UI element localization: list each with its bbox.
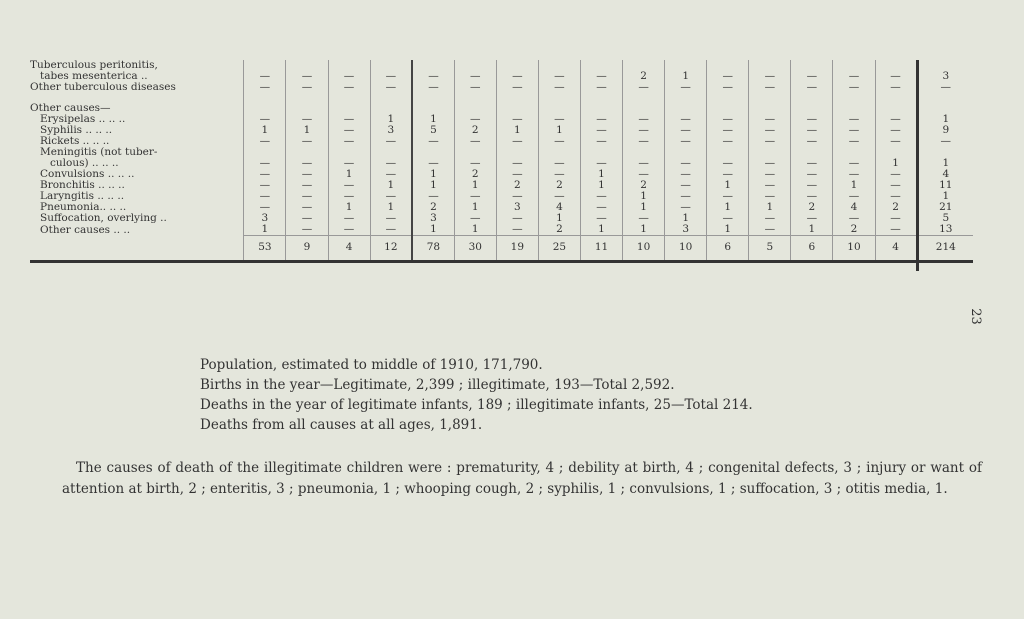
column-total-cell: 4	[875, 236, 917, 262]
table-cell: —	[244, 202, 286, 213]
table-cell: 2	[496, 180, 538, 191]
row-total-cell: —	[917, 136, 973, 147]
row-total-cell: 1	[917, 158, 973, 169]
table-cell: —	[244, 71, 286, 82]
table-cell: 2	[791, 202, 833, 213]
table-cell: —	[454, 136, 496, 147]
table-cell: 1	[244, 125, 286, 136]
table-cell: —	[328, 125, 370, 136]
table-row	[30, 103, 973, 114]
table-cell: —	[412, 158, 454, 169]
rule-cell	[538, 262, 580, 272]
table-cell: —	[791, 169, 833, 180]
table-cell: —	[328, 158, 370, 169]
row-total-cell: —	[917, 82, 973, 93]
table-row	[30, 180, 973, 191]
table-cell: —	[791, 125, 833, 136]
table-cell: —	[538, 191, 580, 202]
table-cell: —	[623, 169, 665, 180]
table-cell	[707, 93, 749, 103]
table-cell: —	[580, 82, 622, 93]
rule-cell	[496, 262, 538, 272]
totals-label-cell	[30, 236, 244, 262]
table-cell: —	[580, 71, 622, 82]
table-cell: 1	[707, 180, 749, 191]
table-cell: 3	[244, 213, 286, 224]
table-cell: —	[328, 191, 370, 202]
table-cell: —	[286, 136, 328, 147]
table-cell: —	[875, 71, 917, 82]
table-cell: —	[454, 213, 496, 224]
table-cell: —	[665, 82, 707, 93]
grand-total-cell: 214	[917, 236, 973, 262]
row-label: tabes mesenterica ..	[40, 70, 148, 82]
table-row	[30, 224, 973, 236]
row-total-cell: 3	[917, 71, 973, 82]
column-total-cell: 12	[370, 236, 412, 262]
table-cell: —	[623, 125, 665, 136]
table-cell: —	[286, 82, 328, 93]
table-cell: —	[370, 71, 412, 82]
births-line: Births in the year—Legitimate, 2,399 ; illegitimate, 193—Total 2,592.	[200, 377, 675, 393]
table-cell: —	[833, 71, 875, 82]
paragraph-text: The causes of death of the illegitimate children were : prematurity, 4 ; debility at birth, 4 ; congenital defects, 3 ; injury or want of attention at birth, 2 ; enteritis, 3 ; pneumonia, 1 ; whooping cough, 2 ; syphilis, 1 ; convulsions, 1 ; suffocation, 3 ; otitis media, 1.	[62, 460, 982, 497]
row-total-cell: 1	[917, 114, 973, 125]
rule-cell	[244, 262, 286, 272]
table-cell: 3	[412, 213, 454, 224]
table-cell: —	[370, 224, 412, 236]
all-deaths-line: Deaths from all causes at all ages, 1,891.	[200, 417, 483, 433]
table-cell: —	[875, 213, 917, 224]
table-cell: 1	[580, 224, 622, 236]
rule-cell	[917, 262, 973, 272]
table-cell: 2	[875, 202, 917, 213]
table-cell: —	[665, 136, 707, 147]
table-cell: —	[328, 82, 370, 93]
table-cell: —	[623, 136, 665, 147]
table-cell: —	[875, 82, 917, 93]
table-cell: —	[580, 125, 622, 136]
row-label: Meningitis (not tuber-	[40, 146, 158, 158]
table-cell: —	[370, 158, 412, 169]
table-cell: 1	[791, 224, 833, 236]
row-label: Other causes .. ..	[40, 223, 131, 236]
rule-cell	[30, 262, 244, 272]
table-cell: —	[286, 224, 328, 236]
column-total-cell: 9	[286, 236, 328, 262]
table-cell: —	[370, 169, 412, 180]
table-body	[30, 60, 973, 271]
table-cell: —	[580, 114, 622, 125]
table-cell: —	[370, 191, 412, 202]
table-cell: —	[665, 191, 707, 202]
row-label: Pneumonia.. .. ..	[40, 201, 127, 213]
table-cell: —	[707, 169, 749, 180]
table-cell: —	[496, 224, 538, 236]
row-label: culous) .. .. ..	[50, 157, 119, 169]
table-cell: —	[665, 169, 707, 180]
table-cell: —	[749, 136, 791, 147]
table-cell	[623, 93, 665, 103]
population-line: Population, estimated to middle of 1910, 171,790.	[200, 357, 543, 373]
table-cell: —	[749, 169, 791, 180]
table-cell: —	[496, 191, 538, 202]
table-cell: —	[623, 158, 665, 169]
table-cell: —	[244, 169, 286, 180]
table-cell: —	[286, 180, 328, 191]
table-cell: —	[286, 202, 328, 213]
row-total-cell: 5	[917, 213, 973, 224]
table-cell	[454, 93, 496, 103]
table-row	[30, 114, 973, 125]
table-cell: —	[328, 213, 370, 224]
column-total-cell: 6	[791, 236, 833, 262]
rule-cell	[875, 262, 917, 272]
table-cell: 1	[749, 202, 791, 213]
table-cell: —	[286, 191, 328, 202]
row-total-cell: 21	[917, 202, 973, 213]
table-cell: 1	[707, 202, 749, 213]
table-cell: —	[580, 191, 622, 202]
table-cell	[580, 93, 622, 103]
table-cell: —	[244, 191, 286, 202]
row-total-cell	[917, 93, 973, 103]
table-row	[30, 202, 973, 213]
table-cell: —	[328, 224, 370, 236]
column-total-cell: 30	[454, 236, 496, 262]
table-cell: —	[623, 114, 665, 125]
table-cell: 1	[328, 169, 370, 180]
table-cell: —	[286, 114, 328, 125]
table-cell: —	[328, 114, 370, 125]
table-cell: —	[875, 136, 917, 147]
table-cell: 1	[412, 224, 454, 236]
table-cell: —	[496, 114, 538, 125]
table-cell: —	[875, 114, 917, 125]
table-cell: 1	[580, 169, 622, 180]
table-cell	[412, 93, 454, 103]
table-cell: —	[538, 136, 580, 147]
table-cell: —	[244, 158, 286, 169]
table-cell	[749, 93, 791, 103]
table-cell: —	[707, 82, 749, 93]
table-cell: —	[791, 213, 833, 224]
table-cell	[370, 93, 412, 103]
table-bottom-rule	[30, 262, 973, 272]
table-cell: 2	[623, 180, 665, 191]
row-total-cell: 13	[917, 224, 973, 236]
table-row	[30, 82, 973, 93]
table-cell: —	[665, 202, 707, 213]
table-cell: —	[875, 180, 917, 191]
totals-row	[30, 236, 973, 262]
mortality-table	[30, 60, 973, 271]
table-cell: —	[875, 224, 917, 236]
table-cell: —	[749, 114, 791, 125]
table-cell: 1	[328, 202, 370, 213]
table-cell	[328, 93, 370, 103]
row-label: Other tuberculous diseases	[30, 81, 176, 93]
table-cell: 1	[454, 202, 496, 213]
table-cell: 2	[454, 125, 496, 136]
table-cell: —	[370, 213, 412, 224]
table-cell: 1	[665, 71, 707, 82]
table-cell: —	[496, 82, 538, 93]
table-cell: 2	[623, 71, 665, 82]
table-cell: —	[707, 213, 749, 224]
table-cell: —	[665, 158, 707, 169]
row-label: Bronchitis .. .. ..	[40, 179, 125, 191]
rule-cell	[412, 262, 454, 272]
table-row	[30, 158, 973, 169]
table-row	[30, 213, 973, 224]
table-cell: 2	[538, 224, 580, 236]
table-cell: —	[791, 180, 833, 191]
table-cell: —	[707, 71, 749, 82]
row-label: Tuberculous peritonitis,	[30, 59, 158, 71]
table-cell: —	[875, 191, 917, 202]
table-cell: —	[580, 213, 622, 224]
table-cell	[496, 93, 538, 103]
table-cell: —	[538, 158, 580, 169]
table-cell: —	[791, 191, 833, 202]
column-total-cell: 4	[328, 236, 370, 262]
table-cell: —	[749, 213, 791, 224]
table-cell: —	[328, 136, 370, 147]
table-cell: —	[538, 114, 580, 125]
table-cell: —	[286, 158, 328, 169]
table-cell: —	[454, 71, 496, 82]
table-cell: 2	[454, 169, 496, 180]
table-cell: —	[286, 71, 328, 82]
table-cell: —	[623, 82, 665, 93]
table-cell	[665, 93, 707, 103]
table-cell	[538, 93, 580, 103]
table-cell: 1	[707, 224, 749, 236]
column-total-cell: 78	[412, 236, 454, 262]
table-cell	[875, 93, 917, 103]
table-cell: —	[707, 114, 749, 125]
table-cell: —	[244, 136, 286, 147]
page-number: 23	[968, 308, 984, 325]
rule-cell	[454, 262, 496, 272]
table-cell: —	[454, 191, 496, 202]
rule-cell	[791, 262, 833, 272]
table-cell: —	[833, 158, 875, 169]
table-cell	[286, 93, 328, 103]
table-cell: 1	[875, 158, 917, 169]
rule-cell	[749, 262, 791, 272]
row-total-cell: 11	[917, 180, 973, 191]
column-total-cell: 10	[665, 236, 707, 262]
table-row	[30, 125, 973, 136]
table-cell: —	[749, 224, 791, 236]
row-label: Rickets .. .. ..	[40, 135, 110, 147]
table-cell: 3	[665, 224, 707, 236]
illegitimate-causes-paragraph	[62, 458, 982, 500]
table-cell: —	[370, 136, 412, 147]
table-cell: —	[707, 136, 749, 147]
infant-deaths-line: Deaths in the year of legitimate infants, 189 ; illegitimate infants, 25—Total 214.	[200, 397, 753, 413]
row-total-cell: 9	[917, 125, 973, 136]
table-cell: —	[244, 82, 286, 93]
table-cell: —	[791, 71, 833, 82]
table-cell: —	[833, 114, 875, 125]
row-label: Convulsions .. .. ..	[40, 168, 135, 180]
table-cell: —	[875, 169, 917, 180]
column-total-cell: 6	[707, 236, 749, 262]
table-cell: —	[412, 191, 454, 202]
table-cell: 1	[833, 180, 875, 191]
table-cell: —	[749, 158, 791, 169]
table-cell: 1	[454, 224, 496, 236]
table-cell: —	[665, 180, 707, 191]
table-cell: 1	[412, 114, 454, 125]
table-cell: —	[496, 71, 538, 82]
table-cell: —	[370, 82, 412, 93]
rule-cell	[580, 262, 622, 272]
table-cell: 2	[833, 224, 875, 236]
table-cell: —	[244, 180, 286, 191]
table-cell: —	[412, 82, 454, 93]
table-cell: —	[749, 180, 791, 191]
table-cell: 1	[496, 125, 538, 136]
rule-cell	[328, 262, 370, 272]
table-cell: 1	[623, 202, 665, 213]
rule-cell	[623, 262, 665, 272]
table-cell: —	[665, 114, 707, 125]
table-cell: —	[328, 71, 370, 82]
row-label: Other causes—	[30, 102, 111, 114]
table-cell: —	[875, 125, 917, 136]
table-cell: —	[665, 125, 707, 136]
table-cell: —	[496, 158, 538, 169]
table-row	[30, 93, 973, 103]
table-cell: —	[707, 191, 749, 202]
table-cell: 4	[538, 202, 580, 213]
table-cell: —	[791, 136, 833, 147]
table-cell: 1	[370, 202, 412, 213]
row-total-cell: 1	[917, 191, 973, 202]
column-total-cell: 10	[623, 236, 665, 262]
table-cell: —	[454, 114, 496, 125]
table-cell: 1	[665, 213, 707, 224]
table-cell: 1	[370, 180, 412, 191]
table-cell: —	[749, 71, 791, 82]
table-cell: 1	[370, 114, 412, 125]
table-row	[30, 147, 973, 158]
column-total-cell: 19	[496, 236, 538, 262]
table-cell: —	[833, 191, 875, 202]
table-cell: 1	[623, 224, 665, 236]
table-cell: —	[538, 71, 580, 82]
table-cell: 1	[623, 191, 665, 202]
table-row	[30, 60, 973, 71]
table-cell: —	[496, 136, 538, 147]
rule-cell	[370, 262, 412, 272]
table-cell: 2	[538, 180, 580, 191]
table-cell: —	[791, 82, 833, 93]
table-cell: —	[454, 82, 496, 93]
table-cell: —	[580, 136, 622, 147]
table-cell: —	[791, 158, 833, 169]
table-cell: —	[580, 158, 622, 169]
table-cell: 3	[370, 125, 412, 136]
row-label: Laryngitis .. .. ..	[40, 190, 125, 202]
table-cell: —	[707, 125, 749, 136]
table-cell: —	[454, 158, 496, 169]
table-cell: —	[833, 125, 875, 136]
column-total-cell: 10	[833, 236, 875, 262]
table-cell: —	[412, 136, 454, 147]
row-total-cell: 4	[917, 169, 973, 180]
table-cell: 1	[580, 180, 622, 191]
table-cell	[791, 93, 833, 103]
table-cell: —	[538, 82, 580, 93]
table-cell: 2	[412, 202, 454, 213]
table-cell: —	[286, 213, 328, 224]
table-cell: —	[833, 213, 875, 224]
statistics-block	[200, 355, 753, 435]
table-cell: —	[833, 169, 875, 180]
column-total-cell: 53	[244, 236, 286, 262]
table-cell: —	[244, 114, 286, 125]
table-cell: 1	[286, 125, 328, 136]
table-cell: —	[412, 71, 454, 82]
table-cell: 1	[412, 169, 454, 180]
table-cell: —	[833, 136, 875, 147]
table-cell: 1	[244, 224, 286, 236]
rule-cell	[286, 262, 328, 272]
table-cell: —	[791, 114, 833, 125]
row-label: Erysipelas .. .. ..	[40, 113, 126, 125]
table-cell: 5	[412, 125, 454, 136]
table-cell: —	[623, 213, 665, 224]
table-cell: 1	[538, 213, 580, 224]
rule-cell	[707, 262, 749, 272]
rule-cell	[665, 262, 707, 272]
row-label: Syphilis .. .. ..	[40, 124, 113, 136]
table-cell: —	[496, 169, 538, 180]
table-cell: —	[538, 169, 580, 180]
table-cell	[833, 93, 875, 103]
table-row	[30, 169, 973, 180]
column-total-cell: 11	[580, 236, 622, 262]
table-cell: 1	[412, 180, 454, 191]
table-cell	[244, 93, 286, 103]
rule-cell	[833, 262, 875, 272]
table-cell: —	[286, 169, 328, 180]
table-row	[30, 136, 973, 147]
table-cell: 1	[454, 180, 496, 191]
table-cell: 3	[496, 202, 538, 213]
table-cell: —	[749, 191, 791, 202]
table-cell: —	[749, 125, 791, 136]
table-cell: —	[580, 202, 622, 213]
table-cell: —	[328, 180, 370, 191]
row-label: Suffocation, overlying ..	[40, 212, 167, 224]
table-cell: 1	[538, 125, 580, 136]
column-total-cell: 25	[538, 236, 580, 262]
table-cell: 4	[833, 202, 875, 213]
table-cell: —	[833, 82, 875, 93]
table-row	[30, 191, 973, 202]
table-cell: —	[707, 158, 749, 169]
column-total-cell: 5	[749, 236, 791, 262]
table-cell: —	[496, 213, 538, 224]
table-cell: —	[749, 82, 791, 93]
